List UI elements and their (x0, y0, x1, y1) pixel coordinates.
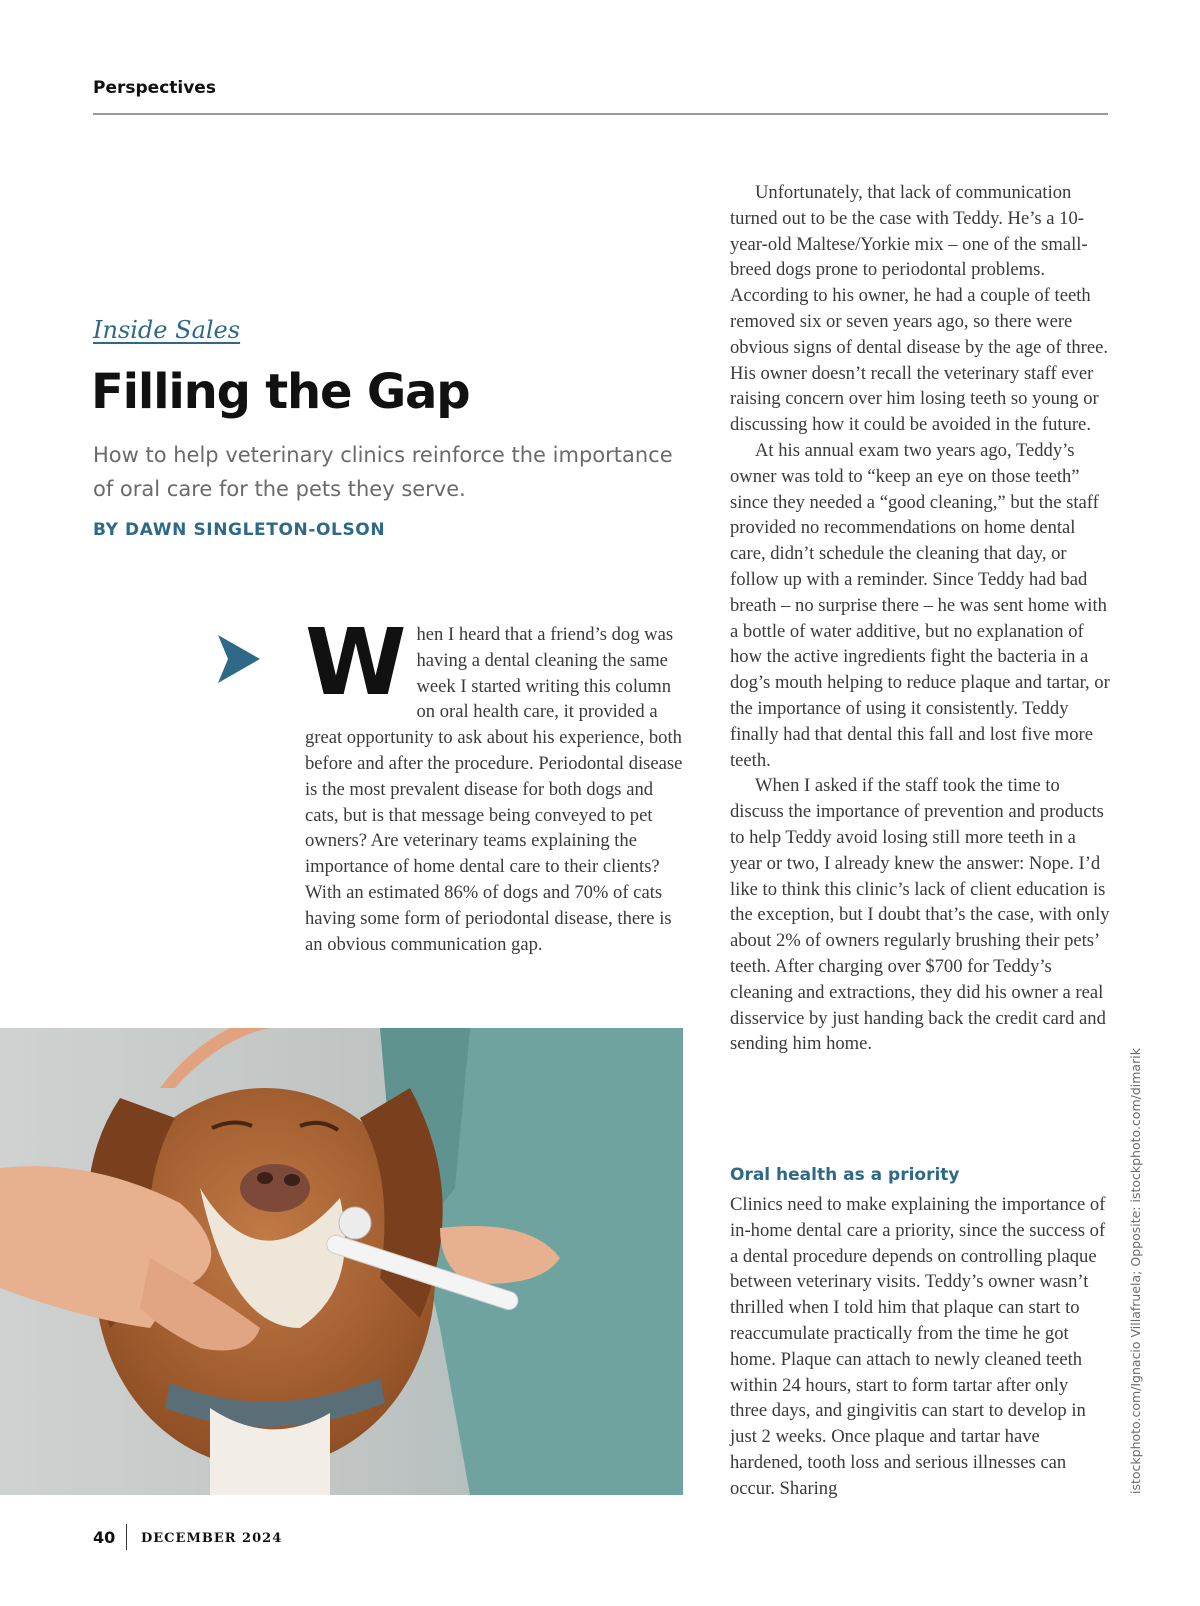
photo-credit: istockphoto.com/Ignacio Villafruela; Opposite: istockphoto.com/dimarik (1128, 1048, 1143, 1494)
drop-cap: W (305, 609, 407, 716)
article-deck: How to help veterinary clinics reinforce the importance of oral care for the pets they serve. (93, 443, 673, 501)
footer-divider (126, 1524, 127, 1550)
article-byline: BY DAWN SINGLETON-OLSON (93, 520, 386, 540)
body-column (730, 180, 1110, 1057)
intro-text: hen I heard that a friend’s dog was having a dental cleaning the same week I started writing this column on oral health care, it provided a great opportunity to ask about his experience, both before and after the procedure. Periodontal disease is the most prevalent disease for both dogs and cats, but is that message being conveyed to pet owners? Are veterinary teams explaining the importance of home dental care to their clients? With an estimated 86% of dogs and 70% of cats having some form of periodontal disease, there is an obvious communication gap. (305, 624, 683, 955)
header-divider (93, 113, 1108, 115)
section-label: Perspectives (93, 78, 216, 98)
issue-date: DECEMBER 2024 (141, 1531, 283, 1546)
intro-column (305, 609, 685, 957)
body-paragraph-1: Unfortunately, that lack of communication turned out to be the case with Teddy. He’s a 10-year-old Maltese/Yorkie mix – one of the small-breed dogs prone to periodontal problems. According to his owner, he had a couple of teeth removed six or seven years ago, so there were obvious signs of dental disease by the age of three. His owner doesn’t recall the veterinary staff ever raising concern over him losing teeth so young or discussing how it could be avoided in the future. (730, 182, 1108, 436)
article-title: Filling the Gap (91, 364, 470, 420)
body-paragraph-2: At his annual exam two years ago, Teddy’s owner was told to “keep an eye on those teeth” since they needed a “good cleaning,” but the staff provided no recommendations on home dental care, didn’t schedule the cleaning that day, or follow up with a reminder. Since Teddy had bad breath – no surprise there – he was sent home with a bottle of water additive, but no explanation of how the active ingredients fight the bacteria in a dog’s mouth helping to reduce plaque and tartar, or the importance of using it consistently. Teddy finally had that dental this fall and lost five more teeth. (730, 439, 1110, 771)
subsection-column (730, 1192, 1110, 1502)
arrow-right-icon (218, 635, 260, 683)
page-number: 40 (93, 1528, 116, 1547)
photo-illustration (0, 1028, 683, 1495)
body-paragraph-3: When I asked if the staff took the time to discuss the importance of prevention and products to help Teddy avoid losing still more teeth in a year or two, I already knew the answer: Nope. I’d like to think this clinic’s lack of client education is the exception, but I doubt that’s the case, with only about 2% of owners regularly brushing their pets’ teeth. After charging over $700 for Teddy’s cleaning and extractions, they did his owner a real disservice by just handing back the credit card and sending him home. (730, 775, 1110, 1055)
intro-paragraph (305, 609, 685, 957)
section-subhead: Oral health as a priority (730, 1165, 960, 1185)
dog-toothbrushing-photo (0, 1028, 683, 1495)
subsection-paragraph: Clinics need to make explaining the importance of in-home dental care a priority, since the success of a dental procedure depends on controlling plaque between veterinary visits. Teddy’s owner wasn’t thrilled when I told him that plaque can start to reaccumulate practically from the time he got home. Plaque can attach to newly cleaned teeth within 24 hours, start to form tartar after only three days, and gingivitis can start to develop in just 2 weeks. Once plaque and tartar have hardened, tooth loss and serious illnesses can occur. Sharing (730, 1194, 1106, 1499)
article-kicker[interactable]: Inside Sales (93, 316, 241, 344)
